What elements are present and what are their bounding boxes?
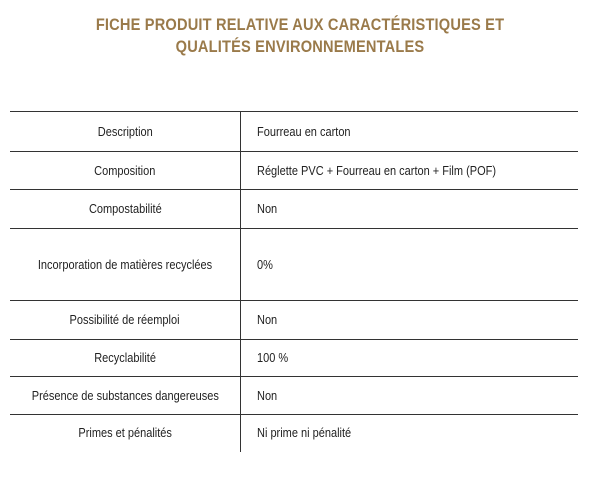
row-label: Présence de substances dangereuses [31,388,219,403]
table-row [10,229,578,301]
row-label-cell [10,190,241,229]
row-value: Non [257,202,278,216]
row-label: Primes et pénalités [78,426,172,441]
row-value: Réglette PVC + Fourreau en carton + Film (POF) [257,163,497,178]
row-label-cell [10,301,241,340]
page-title-line-2: QUALITÉS ENVIRONNEMENTALES [175,37,425,56]
page-title-line-1: FICHE PRODUIT RELATIVE AUX CARACTÉRISTIQUES ET [95,15,505,34]
row-value: 100 % [257,351,289,365]
row-value: Non [257,313,278,327]
row-value: 0% [257,257,273,272]
page-title [42,14,558,58]
row-value-cell [241,340,579,377]
row-value-cell [241,377,579,415]
table-row [10,340,578,377]
table-row [10,377,578,415]
table-row [10,190,578,229]
row-value: Ni prime ni pénalité [257,426,352,441]
row-value: Fourreau en carton [257,124,351,139]
row-label: Compostabilité [88,202,162,216]
table-row [10,152,578,190]
row-value-cell [241,301,579,340]
row-label-cell [10,112,241,152]
row-label-cell [10,340,241,377]
table-row [10,301,578,340]
table-row [10,112,578,152]
row-value-cell [241,190,579,229]
row-label-cell [10,415,241,452]
row-label: Recyclabilité [94,351,156,365]
row-label-cell [10,377,241,415]
row-value-cell [241,229,579,301]
row-label-cell [10,152,241,190]
table-row [10,415,578,452]
row-value-cell [241,415,579,452]
row-label: Composition [94,163,156,178]
row-label-cell [10,229,241,301]
row-value-cell [241,112,579,152]
row-label: Description [97,124,153,139]
row-label: Possibilité de réemploi [69,313,181,327]
product-characteristics-table [10,111,578,452]
row-label: Incorporation de matières recyclées [37,257,213,272]
row-value: Non [257,388,278,403]
row-value-cell [241,152,579,190]
